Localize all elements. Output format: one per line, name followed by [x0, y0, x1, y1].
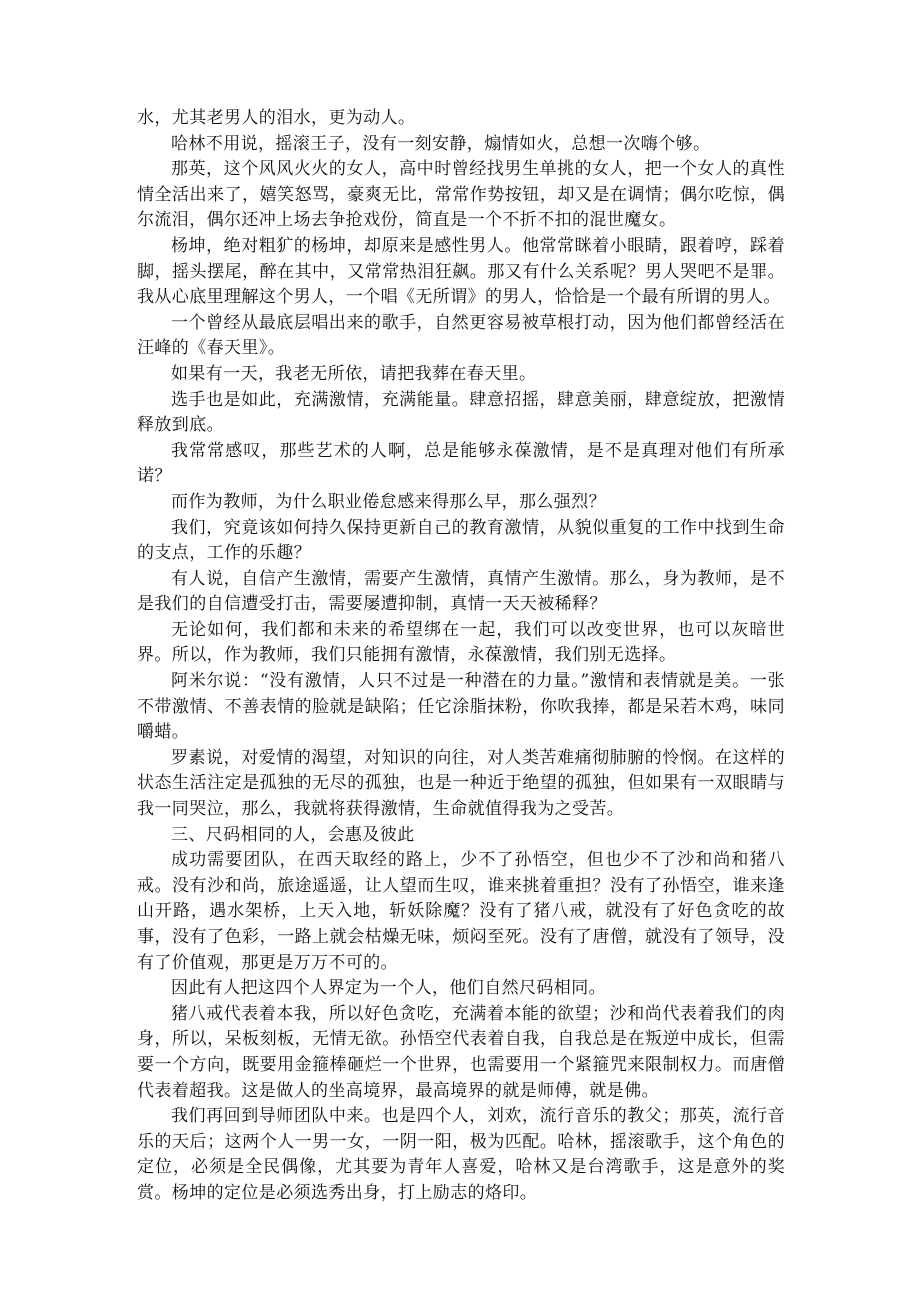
paragraph: 杨坤，绝对粗犷的杨坤，却原来是感性男人。他常常眯着小眼睛，跟着哼，踩着脚，摇头摆尾，醉在其中，又常常热泪狂飙。那又有什么关系呢？男人哭吧不是罪。我从心底里理解这个男人，一个唱《无所谓》的男人，恰恰是一个最有所谓的男人。: [137, 235, 785, 308]
paragraph: 哈林不用说，摇滚王子，没有一刻安静，煽情如火，总想一次嗨个够。: [171, 133, 711, 154]
paragraph: 而作为教师，为什么职业倦怠感来得那么早，那么强烈？: [171, 491, 606, 512]
paragraph: 有人说，自信产生激情，需要产生激情，真情产生激情。那么，身为教师，是不是我们的自信遭受打击，需要屡遭抑制，真情一天天被稀释？: [137, 568, 785, 615]
paragraph: 因此有人把这四个人界定为一个人，他们自然尺码相同。: [171, 978, 606, 999]
paragraph: 我们再回到导师团队中来。也是四个人，刘欢，流行音乐的教父；那英，流行音乐的天后；这两个人一男一女，一阴一阳，极为匹配。哈林，摇滚歌手，这个角色的定位，必须是全民偶像，尤其要为青年人喜爱，哈林又是台湾歌手，这是意外的奖赏。杨坤的定位是必须选秀出身，打上励志的烙印。: [137, 1106, 785, 1203]
paragraph: 那英，这个风风火火的女人，高中时曾经找男生单挑的女人，把一个女人的真性情全活出来了，嬉笑怒骂，豪爽无比，常常作势按钮，却又是在调情；偶尔吃惊，偶尔流泪，偶尔还冲上场去争抢戏份，简直是一个不折不扣的混世魔女。: [137, 159, 785, 231]
paragraph: 我常常感叹，那些艺术的人啊，总是能够永葆激情，是不是真理对他们有所承诺？: [137, 440, 785, 487]
paragraph: 阿米尔说：“没有激情，人只不过是一种潜在的力量。”激情和表情就是美。一张不带激情、不善表情的脸就是缺陷；任它涂脂抹粉，你吹我捧，都是呆若木鸡，味同嚼蜡。: [137, 671, 785, 743]
paragraph: 我们，究竟该如何持久保持更新自己的教育激情，从貌似重复的工作中找到生命的支点，工作的乐趣？: [137, 517, 785, 564]
document-body: [137, 106, 785, 1207]
paragraph: 一个曾经从最底层唱出来的歌手，自然更容易被草根打动，因为他们都曾经活在汪峰的《春天里》。: [137, 312, 785, 359]
section-heading: 三、尺码相同的人，会惠及彼此: [171, 824, 415, 845]
paragraph: 成功需要团队，在西天取经的路上，少不了孙悟空，但也少不了沙和尚和猪八戒。没有沙和尚，旅途遥遥，让人望而生叹，谁来挑着重担？没有了孙悟空，谁来逢山开路，遇水架桥，上天入地，斩妖除魔？没有了猪八戒，就没有了好色贪吃的故事，没有了色彩，一路上就会枯燥无味，烦闷至死。没有了唐僧，就没有了领导，没有了价值观，那更是万万不可的。: [137, 850, 785, 973]
paragraph: 水，尤其老男人的泪水，更为动人。: [137, 108, 416, 128]
paragraph: 猪八戒代表着本我，所以好色贪吃，充满着本能的欲望；沙和尚代表着我们的肉身，所以，呆板刻板，无情无欲。孙悟空代表着自我，自我总是在叛逆中成长，但需要一个方向，既要用金箍棒砸烂一个世界，也需要用一个紧箍咒来限制权力。而唐僧代表着超我。这是做人的坐高境界，最高境界的就是师傅，就是佛。: [137, 1003, 785, 1101]
paragraph: 如果有一天，我老无所依，请把我葬在春天里。: [171, 363, 537, 384]
paragraph: 选手也是如此，充满激情，充满能量。肆意招摇，肆意美丽，肆意绽放，把激情释放到底。: [137, 389, 785, 436]
paragraph: 罗素说，对爱情的渴望，对知识的向往，对人类苦难痛彻肺腑的怜悯。在这样的状态生活注定是孤独的无尽的孤独，也是一种近于绝望的孤独，但如果有一双眼睛与我一同哭泣，那么，我就将获得激情，生命就值得我为之受苦。: [137, 747, 785, 820]
paragraph: 无论如何，我们都和未来的希望绑在一起，我们可以改变世界，也可以灰暗世界。所以，作为教师，我们只能拥有激情，永葆激情，我们别无选择。: [137, 619, 785, 666]
